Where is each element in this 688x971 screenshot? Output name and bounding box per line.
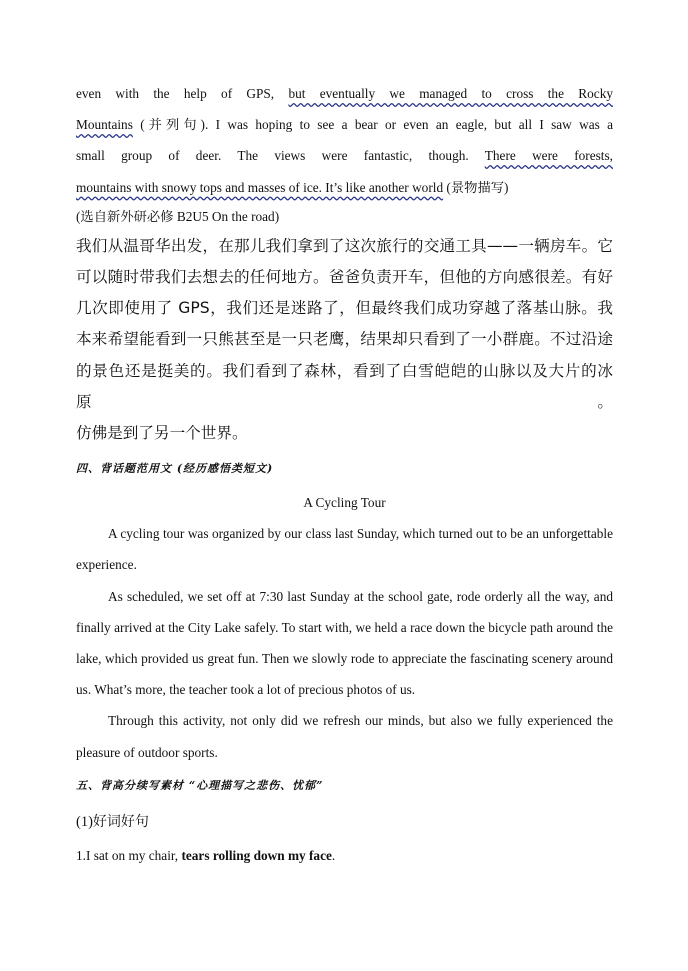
source-note: (选自新外研必修 B2U5 On the road)	[76, 208, 280, 224]
chinese-translation	[76, 231, 613, 449]
passage-line	[76, 109, 613, 140]
example-text: .	[331, 847, 336, 863]
translation-line: 几次即使用了 GPS，我们还是迷路了，但最终我们成功穿越了落基山脉。我	[76, 299, 613, 318]
document-page	[76, 78, 613, 871]
essay-paragraph: A cycling tour was organized by our class last Sunday, which turned out to be an unforgettable experience.	[76, 526, 613, 573]
section-heading: 五、背高分续写素材 “心理描写之悲伤、忧郁”	[76, 778, 324, 792]
underlined-sentence: Mountains	[76, 117, 133, 133]
underlined-sentence: mountains with snowy tops and masses of ice. It’s like another world	[76, 179, 444, 195]
subsection-number: (1)	[76, 813, 93, 830]
essay-paragraph: As scheduled, we set off at 7:30 last Sunday at the school gate, rode orderly all the way, and finally arrived at the City Lake safely. To start with, we held a race down the bicycle path around the lake, which provided us great fun. Then we slowly rode to appreciate the fascinating scenery around us. What’s more, the teacher took a lot of precious photos of us.	[76, 588, 613, 698]
translation-line: 可以随时带我们去想去的任何地方。爸爸负责开车，但他的方向感很差。有好	[76, 268, 613, 287]
passage-line	[76, 172, 613, 203]
translation-line: 仿佛是到了另一个世界。	[76, 424, 248, 443]
essay-paragraph: Through this activity, not only did we refresh our minds, but also we fully experienced the pleasure of outdoor sports.	[76, 713, 613, 760]
essay-title: A Cycling Tour	[303, 495, 386, 511]
passage-text: (并列句). I was hoping to see a bear or even an eagle, but all I saw was a	[132, 117, 613, 133]
passage-line	[76, 78, 613, 109]
passage-text: even with the help of GPS,	[76, 86, 275, 101]
example-sentence	[76, 840, 613, 871]
example-text: 1.I sat on my chair,	[76, 847, 182, 863]
subsection-label	[76, 804, 613, 840]
passage-line	[76, 140, 613, 171]
translation-line: 本来希望能看到一只熊甚至是一只老鹰，结果却只看到了一小群鹿。不过沿途	[76, 330, 613, 349]
subsection-title: 好词好句	[92, 813, 149, 830]
passage-text: small group of deer. The views were fantastic, though.	[76, 148, 469, 164]
translation-line: 我们从温哥华出发，在那儿我们拿到了这次旅行的交通工具——一辆房车。它	[76, 236, 613, 255]
translation-line: 的景色还是挺美的。我们看到了森林，看到了白雪皑皑的山脉以及大片的冰原。	[76, 361, 613, 411]
underlined-sentence: but eventually we managed to cross the Rocky	[288, 86, 613, 101]
example-highlight: tears rolling down my face	[181, 847, 332, 863]
passage-text: (景物描写)	[443, 179, 509, 195]
section-heading: 四、背话题范用文 (经历感悟类短文)	[76, 462, 274, 476]
underlined-sentence: There were forests,	[484, 148, 613, 164]
